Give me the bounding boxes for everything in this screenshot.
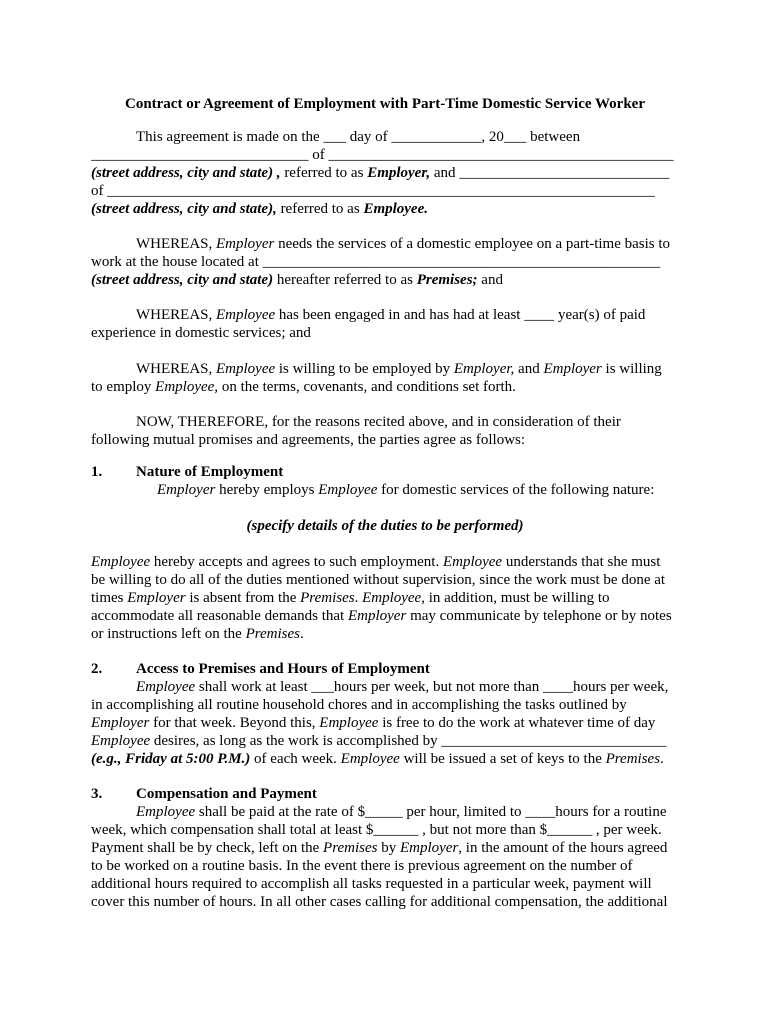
section-1-line-1 [157,481,654,499]
section-term: Employee [340,751,400,767]
section-text: hereby employs [215,482,319,498]
section-text: may communicate by telephone or by notes [406,608,672,624]
section-3-line-1 [136,803,667,821]
section-3-line-4: to be worked on a routine basis. In the event there is previous agreement on the number of [91,858,633,874]
section-text: will be issued a set of keys to the [399,751,606,767]
section-2-line-3 [91,714,655,732]
section-1-specify-duties: (specify details of the duties to be performed) [246,518,524,534]
whereas-text: WHEREAS, [136,236,216,252]
intro-line-5 [91,200,428,218]
section-text: for that week. Beyond this, [149,715,320,731]
whereas-term: Employer [543,361,602,377]
section-3-line-5: additional hours required to accomplish all tasks requested in a particular week, payment will [91,876,652,892]
section-text: for domestic services of the following nature: [377,482,655,498]
whereas-text: hereafter referred to as [273,272,417,288]
section-3-line-6: cover this number of hours. In all other cases calling for additional compensation, the additional [91,894,668,910]
section-1-para-line-5 [91,625,304,643]
section-1-para-line-1 [91,553,660,571]
intro-line-3 [91,164,669,182]
intro-employee-term: Employee. [363,201,429,217]
whereas-text: on the terms, covenants, and conditions set forth. [218,379,516,395]
whereas-3-line-1 [136,360,662,378]
section-term: Employer [157,482,216,498]
section-text: shall be paid at the rate of $_____ per hour, limited to ____hours for a routine [195,804,667,820]
section-term: Premises [300,590,355,606]
intro-line-4: of _________________________________________________________________________ [91,183,655,199]
section-3-line-2: week, which compensation shall total at least $______ , but not more than $______ , per week. [91,822,662,838]
section-text: is absent from the [185,590,301,606]
section-2-line-5 [91,750,664,768]
section-deadline-example: (e.g., Friday at 5:00 P.M.) [91,751,251,767]
section-text: . [300,626,304,642]
section-text: , in addition, must be willing to [421,590,610,606]
whereas-term: Employer, [453,361,515,377]
whereas-term: Employee, [155,379,219,395]
section-text: shall work at least ___hours per week, but not more than ____hours per week, [195,679,669,695]
intro-line-1: This agreement is made on the ___ day of ____________, 20___ between [136,129,581,145]
whereas-1-line-1 [136,235,670,253]
section-text: Payment shall be by check, left on the [91,840,324,856]
section-text: times [91,590,128,606]
intro-text: referred to as [276,201,364,217]
whereas-text: is willing to be employed by [275,361,454,377]
whereas-premises: Premises; [416,272,478,288]
section-text: . [660,751,664,767]
now-therefore-line-2: following mutual promises and agreements, the parties agree as follows: [91,432,526,448]
section-text: accommodate all reasonable demands that [91,608,348,624]
section-term: Employee [442,554,503,570]
section-1-heading: Nature of Employment [136,464,284,480]
section-term: Employer [347,608,407,624]
section-2-line-1 [136,678,668,696]
section-term: Employee [136,679,196,695]
section-text: of each week. [250,751,341,767]
section-term: Employee [136,804,196,820]
section-term: Premises [323,840,378,856]
section-term: Premises [245,626,300,642]
section-3-heading: Compensation and Payment [136,786,317,802]
section-3-number: 3. [91,786,103,802]
whereas-text: and [477,272,503,288]
now-therefore-line-1: NOW, THEREFORE, for the reasons recited above, and in consideration of their [136,414,621,430]
section-2-number: 2. [91,661,103,677]
whereas-text: to employ [91,379,156,395]
section-text: hereby accepts and agrees to such employment. [150,554,443,570]
whereas-1-line-3 [91,271,503,289]
section-text: understands that she must [502,554,661,570]
section-2-heading: Access to Premises and Hours of Employment [136,661,430,677]
section-1-para-line-4 [91,607,672,625]
whereas-text: is willing [601,361,662,377]
section-1-para-line-2: be willing to do all of the duties mentioned without supervision, since the work must be done at [91,572,666,588]
whereas-text: has been engaged in and has had at least ____ year(s) of paid [275,307,646,323]
section-term: Employee [318,482,378,498]
whereas-text: needs the services of a domestic employee on a part-time basis to [274,236,671,252]
section-term: Employer [127,590,186,606]
whereas-1-line-2: work at the house located at _____________________________________________________ [91,254,661,270]
section-2-line-2: in accomplishing all routine household chores and in accomplishing the tasks outlined by [91,697,627,713]
section-term: Employee [91,733,151,749]
whereas-address: (street address, city and state) [91,272,274,288]
section-term: Employee [91,554,151,570]
intro-employee-address: (street address, city and state), [91,201,277,217]
whereas-text: and [514,361,544,377]
section-1-para-line-3 [91,589,610,607]
intro-text: referred to as [280,165,368,181]
section-term: Employer [399,840,459,856]
whereas-term: Employer [216,236,275,252]
whereas-2-line-2: experience in domestic services; and [91,325,311,341]
intro-line-2: _____________________________ of ______________________________________________ [91,147,674,163]
section-2-line-4 [91,732,666,750]
document-title: Contract or Agreement of Employment with Part-Time Domestic Service Worker [124,96,645,112]
section-text: or instructions left on the [91,626,246,642]
section-term: Employee [362,590,422,606]
section-text: , in the amount of the hours agreed [458,840,668,856]
whereas-2-line-1 [136,306,645,324]
section-text: by [377,840,400,856]
intro-text: and ____________________________ [430,165,670,181]
section-1-number: 1. [91,464,103,480]
whereas-term: Employee [216,361,276,377]
section-text: . [354,590,363,606]
whereas-text: WHEREAS, [136,361,216,377]
section-term: Employer [91,715,150,731]
section-3-line-3 [91,839,667,857]
section-term: Premises [605,751,661,767]
intro-employer-term: Employer, [367,165,431,181]
whereas-3-line-2 [91,378,516,396]
section-text: desires, as long as the work is accomplished by ______________________________ [150,733,667,749]
section-text: is free to do the work at whatever time of day [378,715,656,731]
whereas-text: WHEREAS, [136,307,216,323]
whereas-term: Employee [216,307,276,323]
section-term: Employee [319,715,379,731]
intro-employer-address: (street address, city and state) , [91,165,281,181]
